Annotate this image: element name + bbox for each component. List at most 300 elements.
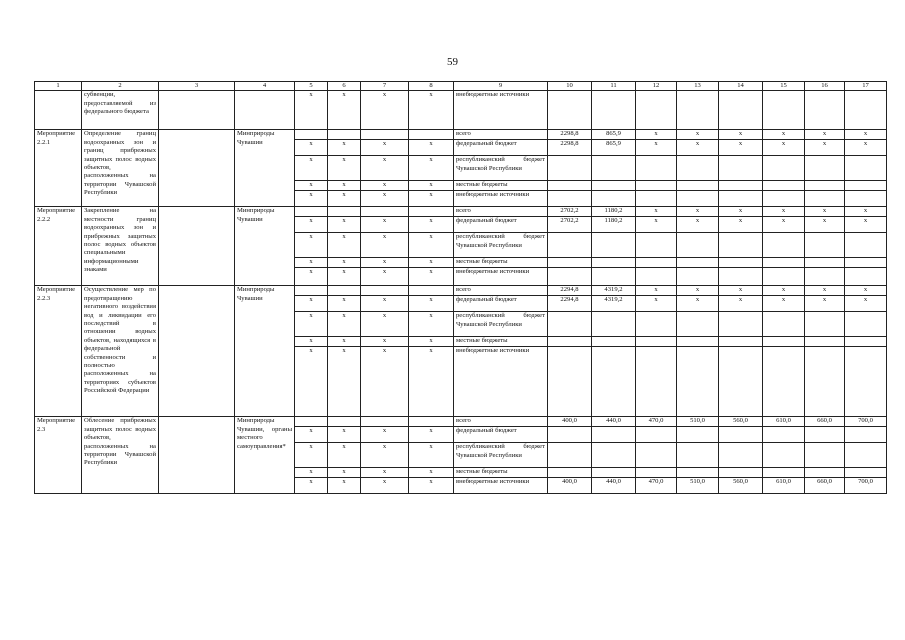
code-cell: x bbox=[328, 427, 361, 443]
column-number-cell: 12 bbox=[636, 82, 677, 91]
code-cell: x bbox=[295, 347, 328, 417]
value-cell: x bbox=[677, 130, 719, 140]
funding-source-cell: внебюджетные источники bbox=[454, 347, 548, 417]
measure-code-cell bbox=[35, 91, 82, 130]
code-cell: x bbox=[361, 347, 409, 417]
funding-source-cell: республиканский бюджет Чувашской Республики bbox=[454, 312, 548, 337]
value-cell bbox=[845, 156, 887, 181]
value-cell bbox=[548, 268, 592, 286]
table-body bbox=[35, 82, 887, 494]
value-cell bbox=[548, 427, 592, 443]
code-cell: x bbox=[328, 191, 361, 207]
value-cell: 700,0 bbox=[845, 417, 887, 427]
column-number-cell: 6 bbox=[328, 82, 361, 91]
value-cell: 2294,8 bbox=[548, 296, 592, 312]
code-cell: x bbox=[409, 156, 454, 181]
empty-cell bbox=[159, 286, 235, 417]
value-cell: x bbox=[677, 217, 719, 233]
code-cell: x bbox=[409, 478, 454, 494]
code-cell: x bbox=[295, 156, 328, 181]
value-cell bbox=[719, 468, 763, 478]
value-cell bbox=[763, 233, 805, 258]
column-number-cell: 13 bbox=[677, 82, 719, 91]
value-cell bbox=[845, 268, 887, 286]
code-cell: x bbox=[361, 468, 409, 478]
value-cell: 440,0 bbox=[592, 478, 636, 494]
value-cell: x bbox=[763, 140, 805, 156]
column-number-cell: 5 bbox=[295, 82, 328, 91]
measure-code-cell: Мероприятие 2.2.2 bbox=[35, 207, 82, 286]
value-cell bbox=[677, 337, 719, 347]
value-cell bbox=[719, 427, 763, 443]
column-number-cell: 17 bbox=[845, 82, 887, 91]
value-cell bbox=[548, 337, 592, 347]
value-cell: x bbox=[677, 140, 719, 156]
funding-source-cell: местные бюджеты bbox=[454, 337, 548, 347]
code-cell: x bbox=[409, 140, 454, 156]
value-cell bbox=[592, 468, 636, 478]
value-cell: x bbox=[636, 217, 677, 233]
code-cell: x bbox=[409, 337, 454, 347]
value-cell bbox=[548, 191, 592, 207]
code-cell: x bbox=[295, 217, 328, 233]
value-cell: 700,0 bbox=[845, 478, 887, 494]
code-cell: x bbox=[361, 312, 409, 337]
value-cell bbox=[548, 233, 592, 258]
value-cell bbox=[677, 443, 719, 468]
value-cell: x bbox=[719, 140, 763, 156]
value-cell: x bbox=[845, 207, 887, 217]
table-row bbox=[35, 91, 887, 130]
value-cell: 865,9 bbox=[592, 140, 636, 156]
code-cell: x bbox=[361, 478, 409, 494]
code-cell: x bbox=[295, 443, 328, 468]
column-number-cell: 3 bbox=[159, 82, 235, 91]
value-cell: 660,0 bbox=[805, 417, 845, 427]
code-cell: x bbox=[409, 217, 454, 233]
value-cell bbox=[845, 427, 887, 443]
column-number-cell: 1 bbox=[35, 82, 82, 91]
code-cell: x bbox=[361, 217, 409, 233]
code-cell bbox=[409, 130, 454, 140]
value-cell bbox=[845, 347, 887, 417]
value-cell: x bbox=[845, 217, 887, 233]
value-cell bbox=[719, 258, 763, 268]
value-cell bbox=[677, 468, 719, 478]
value-cell bbox=[719, 191, 763, 207]
value-cell bbox=[636, 233, 677, 258]
value-cell bbox=[805, 156, 845, 181]
code-cell bbox=[328, 207, 361, 217]
code-cell: x bbox=[409, 468, 454, 478]
executor-cell: Минприроды Чувашии bbox=[235, 130, 295, 207]
column-number-cell: 16 bbox=[805, 82, 845, 91]
code-cell: x bbox=[361, 91, 409, 130]
funding-source-cell: республиканский бюджет Чувашской Республики bbox=[454, 233, 548, 258]
value-cell: x bbox=[677, 207, 719, 217]
code-cell: x bbox=[361, 443, 409, 468]
value-cell bbox=[719, 91, 763, 130]
column-number-cell: 4 bbox=[235, 82, 295, 91]
value-cell: 560,0 bbox=[719, 417, 763, 427]
value-cell: 2294,8 bbox=[548, 286, 592, 296]
code-cell: x bbox=[328, 91, 361, 130]
code-cell bbox=[328, 417, 361, 427]
code-cell: x bbox=[295, 268, 328, 286]
column-number-cell: 9 bbox=[454, 82, 548, 91]
value-cell: x bbox=[805, 130, 845, 140]
funding-source-cell: федеральный бюджет bbox=[454, 427, 548, 443]
value-cell bbox=[677, 233, 719, 258]
value-cell: 4319,2 bbox=[592, 296, 636, 312]
value-cell: 560,0 bbox=[719, 478, 763, 494]
value-cell: 2298,8 bbox=[548, 130, 592, 140]
value-cell: x bbox=[845, 286, 887, 296]
code-cell: x bbox=[409, 268, 454, 286]
value-cell: x bbox=[677, 296, 719, 312]
value-cell bbox=[677, 91, 719, 130]
value-cell: x bbox=[845, 296, 887, 312]
code-cell: x bbox=[328, 268, 361, 286]
code-cell: x bbox=[295, 140, 328, 156]
funding-source-cell: внебюджетные источники bbox=[454, 191, 548, 207]
value-cell: x bbox=[845, 140, 887, 156]
funding-source-cell: местные бюджеты bbox=[454, 181, 548, 191]
value-cell: x bbox=[719, 296, 763, 312]
column-number-cell: 10 bbox=[548, 82, 592, 91]
empty-cell bbox=[159, 130, 235, 207]
value-cell bbox=[845, 233, 887, 258]
code-cell: x bbox=[409, 233, 454, 258]
funding-source-cell: федеральный бюджет bbox=[454, 217, 548, 233]
value-cell: 2298,8 bbox=[548, 140, 592, 156]
value-cell bbox=[763, 443, 805, 468]
code-cell: x bbox=[361, 337, 409, 347]
code-cell: x bbox=[295, 337, 328, 347]
value-cell bbox=[677, 156, 719, 181]
code-cell: x bbox=[295, 478, 328, 494]
value-cell bbox=[763, 258, 805, 268]
code-cell: x bbox=[328, 443, 361, 468]
code-cell: x bbox=[295, 468, 328, 478]
value-cell: 610,0 bbox=[763, 417, 805, 427]
code-cell: x bbox=[295, 191, 328, 207]
value-cell bbox=[763, 91, 805, 130]
executor-cell: Минприроды Чувашии, органы местного самоуправления* bbox=[235, 417, 295, 494]
value-cell bbox=[592, 427, 636, 443]
value-cell bbox=[636, 443, 677, 468]
value-cell bbox=[845, 191, 887, 207]
code-cell: x bbox=[409, 347, 454, 417]
value-cell bbox=[677, 191, 719, 207]
value-cell bbox=[636, 156, 677, 181]
funding-source-cell: всего bbox=[454, 130, 548, 140]
value-cell bbox=[548, 181, 592, 191]
value-cell bbox=[592, 181, 636, 191]
value-cell: 400,0 bbox=[548, 478, 592, 494]
value-cell: x bbox=[719, 217, 763, 233]
value-cell bbox=[548, 468, 592, 478]
value-cell bbox=[636, 91, 677, 130]
code-cell: x bbox=[328, 468, 361, 478]
value-cell bbox=[845, 181, 887, 191]
funding-source-cell: республиканский бюджет Чувашской Республики bbox=[454, 156, 548, 181]
funding-source-cell: республиканский бюджет Чувашской Республики bbox=[454, 443, 548, 468]
funding-source-cell: всего bbox=[454, 286, 548, 296]
value-cell bbox=[636, 468, 677, 478]
table-row bbox=[35, 417, 887, 427]
value-cell bbox=[805, 91, 845, 130]
measure-name-cell: Облесение прибрежных защитных полос водных объектов, расположенных на территории Чувашской Республики bbox=[82, 417, 159, 494]
value-cell: x bbox=[636, 286, 677, 296]
column-number-row bbox=[35, 82, 887, 91]
value-cell bbox=[845, 443, 887, 468]
value-cell bbox=[805, 427, 845, 443]
code-cell bbox=[295, 207, 328, 217]
code-cell: x bbox=[295, 427, 328, 443]
funding-source-cell: внебюджетные источники bbox=[454, 478, 548, 494]
value-cell: 470,0 bbox=[636, 478, 677, 494]
value-cell bbox=[719, 181, 763, 191]
funding-source-cell: местные бюджеты bbox=[454, 258, 548, 268]
code-cell bbox=[361, 130, 409, 140]
funding-source-cell: федеральный бюджет bbox=[454, 296, 548, 312]
value-cell bbox=[719, 268, 763, 286]
code-cell: x bbox=[328, 233, 361, 258]
code-cell: x bbox=[409, 258, 454, 268]
code-cell: x bbox=[328, 156, 361, 181]
value-cell bbox=[677, 181, 719, 191]
code-cell: x bbox=[361, 427, 409, 443]
value-cell bbox=[548, 156, 592, 181]
value-cell: x bbox=[805, 207, 845, 217]
code-cell: x bbox=[361, 156, 409, 181]
value-cell bbox=[719, 312, 763, 337]
code-cell bbox=[295, 130, 328, 140]
value-cell bbox=[719, 347, 763, 417]
value-cell bbox=[677, 312, 719, 337]
empty-cell bbox=[159, 417, 235, 494]
code-cell: x bbox=[409, 191, 454, 207]
value-cell: x bbox=[763, 296, 805, 312]
value-cell bbox=[592, 268, 636, 286]
value-cell: x bbox=[763, 130, 805, 140]
value-cell bbox=[763, 156, 805, 181]
value-cell: x bbox=[636, 207, 677, 217]
measure-name-cell: Закрепление на местности границ водоохранных зон и прибрежных защитных полос водных объектов специальными информационными знаками bbox=[82, 207, 159, 286]
value-cell bbox=[763, 337, 805, 347]
value-cell bbox=[636, 427, 677, 443]
value-cell bbox=[548, 258, 592, 268]
code-cell: x bbox=[361, 258, 409, 268]
funding-source-cell: местные бюджеты bbox=[454, 468, 548, 478]
value-cell: 440,0 bbox=[592, 417, 636, 427]
funding-source-cell: внебюджетные источники bbox=[454, 91, 548, 130]
value-cell bbox=[677, 258, 719, 268]
value-cell: x bbox=[636, 130, 677, 140]
funding-source-cell: внебюджетные источники bbox=[454, 268, 548, 286]
code-cell: x bbox=[295, 233, 328, 258]
value-cell bbox=[592, 258, 636, 268]
value-cell bbox=[719, 233, 763, 258]
code-cell: x bbox=[328, 347, 361, 417]
value-cell: x bbox=[763, 286, 805, 296]
value-cell bbox=[636, 268, 677, 286]
value-cell bbox=[636, 312, 677, 337]
value-cell bbox=[763, 347, 805, 417]
executor-cell bbox=[235, 91, 295, 130]
value-cell bbox=[805, 181, 845, 191]
value-cell: 4319,2 bbox=[592, 286, 636, 296]
value-cell bbox=[805, 347, 845, 417]
value-cell bbox=[548, 312, 592, 337]
executor-cell: Минприроды Чувашии bbox=[235, 286, 295, 417]
code-cell: x bbox=[295, 312, 328, 337]
value-cell: 660,0 bbox=[805, 478, 845, 494]
value-cell bbox=[592, 91, 636, 130]
value-cell bbox=[636, 258, 677, 268]
value-cell: x bbox=[763, 207, 805, 217]
value-cell bbox=[636, 181, 677, 191]
code-cell: x bbox=[295, 296, 328, 312]
code-cell: x bbox=[361, 296, 409, 312]
code-cell bbox=[295, 417, 328, 427]
value-cell bbox=[763, 191, 805, 207]
code-cell bbox=[328, 286, 361, 296]
value-cell: 610,0 bbox=[763, 478, 805, 494]
code-cell: x bbox=[361, 233, 409, 258]
value-cell: x bbox=[636, 296, 677, 312]
code-cell bbox=[409, 417, 454, 427]
column-number-cell: 2 bbox=[82, 82, 159, 91]
value-cell bbox=[763, 268, 805, 286]
value-cell bbox=[845, 312, 887, 337]
value-cell bbox=[592, 443, 636, 468]
value-cell bbox=[805, 468, 845, 478]
code-cell: x bbox=[361, 191, 409, 207]
value-cell bbox=[845, 258, 887, 268]
value-cell: x bbox=[845, 130, 887, 140]
value-cell: x bbox=[636, 140, 677, 156]
code-cell bbox=[409, 207, 454, 217]
code-cell: x bbox=[328, 312, 361, 337]
value-cell bbox=[719, 337, 763, 347]
code-cell: x bbox=[409, 427, 454, 443]
table-row bbox=[35, 130, 887, 140]
page-number: 59 bbox=[447, 56, 458, 68]
measure-code-cell: Мероприятие 2.3 bbox=[35, 417, 82, 494]
value-cell: 510,0 bbox=[677, 417, 719, 427]
value-cell bbox=[763, 181, 805, 191]
value-cell: 2702,2 bbox=[548, 217, 592, 233]
budget-table bbox=[34, 81, 887, 494]
code-cell: x bbox=[409, 443, 454, 468]
value-cell bbox=[548, 91, 592, 130]
value-cell: x bbox=[719, 286, 763, 296]
executor-cell: Минприроды Чувашии bbox=[235, 207, 295, 286]
empty-cell bbox=[159, 91, 235, 130]
column-number-cell: 15 bbox=[763, 82, 805, 91]
value-cell bbox=[548, 443, 592, 468]
value-cell bbox=[805, 191, 845, 207]
value-cell: x bbox=[763, 217, 805, 233]
value-cell bbox=[592, 312, 636, 337]
column-number-cell: 8 bbox=[409, 82, 454, 91]
value-cell: x bbox=[805, 140, 845, 156]
measure-code-cell: Мероприятие 2.2.1 bbox=[35, 130, 82, 207]
value-cell: x bbox=[805, 286, 845, 296]
code-cell: x bbox=[295, 181, 328, 191]
value-cell bbox=[805, 268, 845, 286]
column-number-cell: 14 bbox=[719, 82, 763, 91]
value-cell bbox=[845, 468, 887, 478]
measure-name-cell: субвенции, предоставляемой из федерального бюджета bbox=[82, 91, 159, 130]
code-cell: x bbox=[328, 217, 361, 233]
value-cell: x bbox=[805, 217, 845, 233]
value-cell bbox=[677, 268, 719, 286]
value-cell: x bbox=[805, 296, 845, 312]
code-cell bbox=[295, 286, 328, 296]
value-cell: x bbox=[677, 286, 719, 296]
code-cell: x bbox=[409, 91, 454, 130]
measure-name-cell: Определение границ водоохранных зон и границ прибрежных защитных полос водных объектов, расположенных на территории Чувашской Республики bbox=[82, 130, 159, 207]
empty-cell bbox=[159, 207, 235, 286]
code-cell: x bbox=[361, 181, 409, 191]
column-number-cell: 7 bbox=[361, 82, 409, 91]
value-cell bbox=[592, 337, 636, 347]
value-cell bbox=[592, 156, 636, 181]
code-cell: x bbox=[328, 478, 361, 494]
value-cell bbox=[719, 156, 763, 181]
code-cell: x bbox=[328, 337, 361, 347]
code-cell: x bbox=[361, 268, 409, 286]
value-cell bbox=[805, 233, 845, 258]
measure-name-cell: Осуществление мер по предотвращению негативного воздействия вод и ликвидации его последствий в отношении водных объектов, находящихся в федеральной собственности и полностью расположенных на территориях субъектов Российской Федерации bbox=[82, 286, 159, 417]
value-cell: 400,0 bbox=[548, 417, 592, 427]
code-cell: x bbox=[409, 312, 454, 337]
value-cell bbox=[845, 337, 887, 347]
value-cell bbox=[592, 233, 636, 258]
value-cell bbox=[763, 468, 805, 478]
value-cell bbox=[592, 191, 636, 207]
value-cell bbox=[763, 312, 805, 337]
value-cell bbox=[636, 191, 677, 207]
column-number-cell: 11 bbox=[592, 82, 636, 91]
value-cell: 510,0 bbox=[677, 478, 719, 494]
value-cell: 470,0 bbox=[636, 417, 677, 427]
value-cell bbox=[805, 443, 845, 468]
table-row bbox=[35, 286, 887, 296]
code-cell: x bbox=[295, 258, 328, 268]
code-cell: x bbox=[361, 140, 409, 156]
code-cell bbox=[361, 207, 409, 217]
code-cell: x bbox=[409, 296, 454, 312]
value-cell: 1180,2 bbox=[592, 217, 636, 233]
value-cell bbox=[592, 347, 636, 417]
value-cell: x bbox=[719, 130, 763, 140]
value-cell bbox=[677, 427, 719, 443]
value-cell bbox=[719, 443, 763, 468]
code-cell: x bbox=[328, 296, 361, 312]
value-cell bbox=[805, 312, 845, 337]
code-cell bbox=[361, 417, 409, 427]
code-cell bbox=[409, 286, 454, 296]
value-cell bbox=[805, 258, 845, 268]
measure-code-cell: Мероприятие 2.2.3 bbox=[35, 286, 82, 417]
code-cell: x bbox=[295, 91, 328, 130]
value-cell bbox=[677, 347, 719, 417]
value-cell bbox=[845, 91, 887, 130]
